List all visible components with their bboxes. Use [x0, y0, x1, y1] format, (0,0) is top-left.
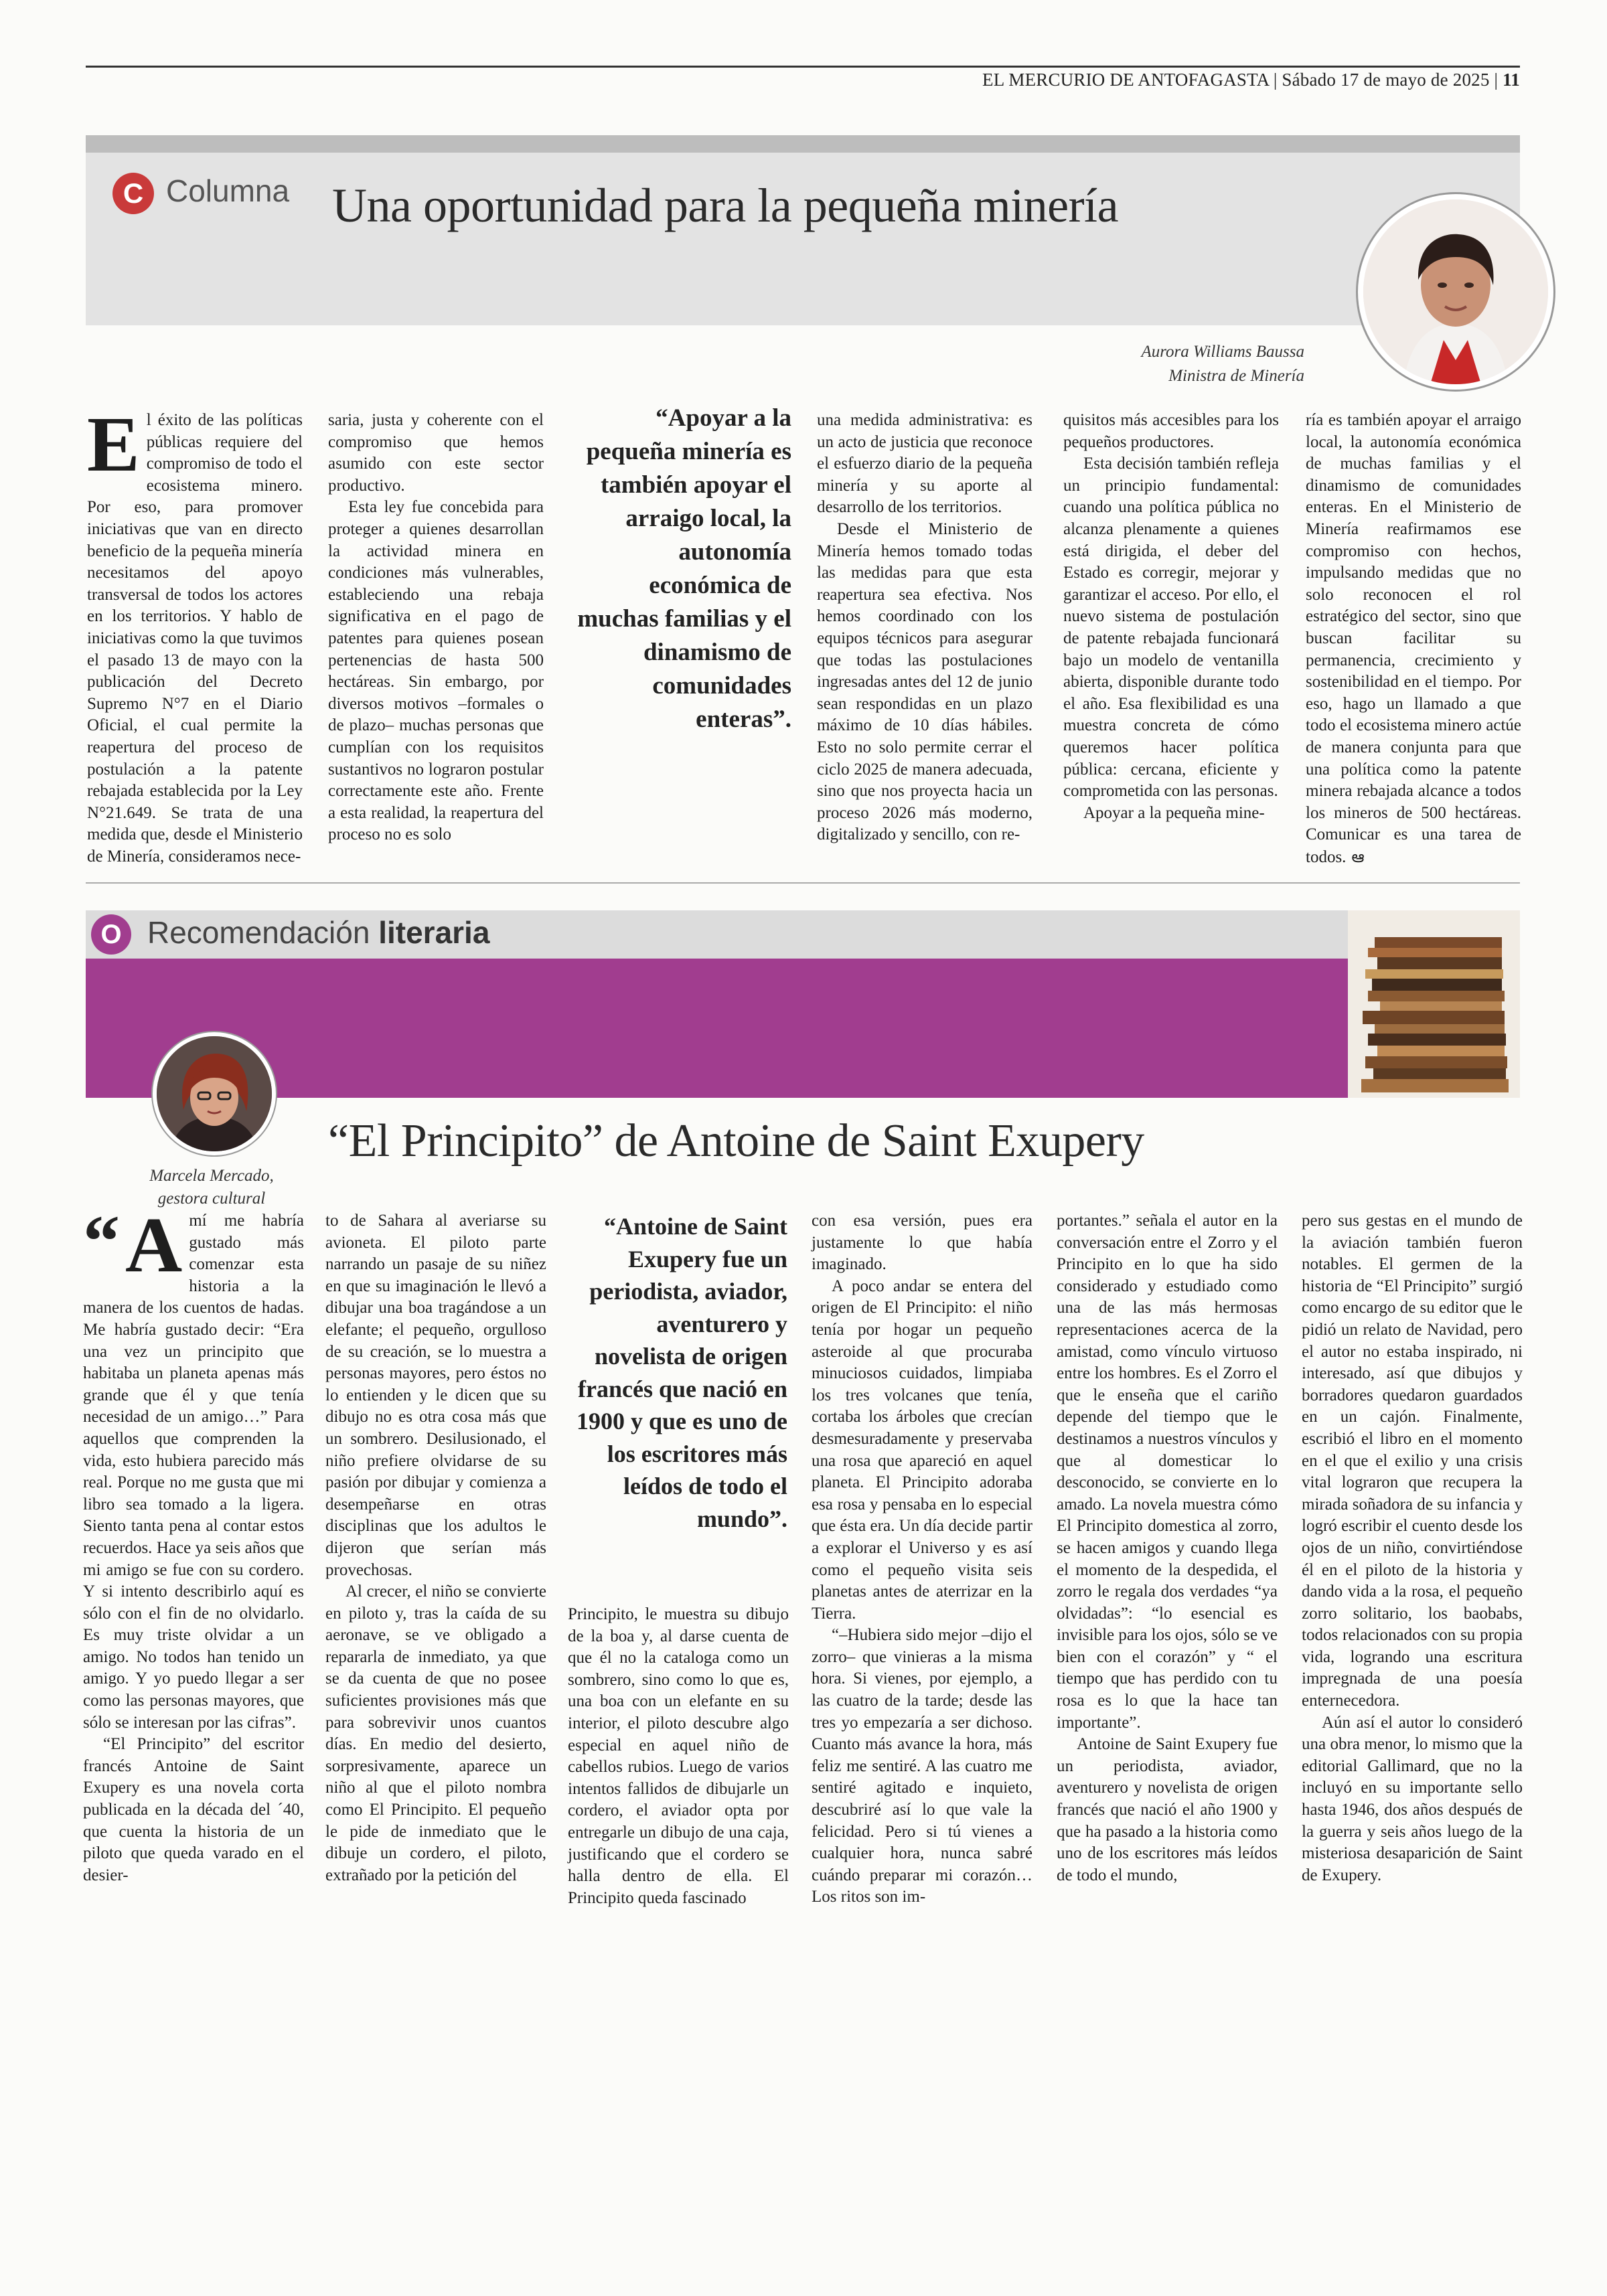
column-badge-icon: C: [112, 173, 154, 214]
author-portrait: [153, 1032, 276, 1155]
section-label-regular: Recomendación: [147, 915, 370, 950]
paragraph: “El Principito” del escritor francés Antoine de Saint Exupery es una novela corta publicada en la década del ´40, que cuenta la historia de un piloto que queda varado en el desier-: [83, 1735, 304, 1884]
paragraph: con esa versión, pues era justamente lo que había imaginado.: [812, 1212, 1032, 1274]
paragraph: saria, justa y coherente con el compromiso que hemos asumido con este sector productivo.: [328, 411, 544, 495]
pull-quote: “Antoine de Saint Exupery fue un periodista, aviador, aventurero y novelista de origen francés que nació en 1900 y que es uno de los escritores más leídos de todo el mundo”.: [576, 1213, 787, 1532]
article-column-2: [328, 410, 544, 846]
paragraph: Principito, le muestra su dibujo de la boa y, al darse cuenta de que él no la cataloga como un sombrero, sino como lo que es, una boa con un elefante en su interior, el piloto descubre algo especial en aquel niño de cabellos rubios. Luego de varios intentos fallidos de dibujarle un cordero, el aviador opta por entregarle un dibujo de una caja, justificando que el cordero se halla dentro de ella. El Principito queda fascinado: [568, 1605, 789, 1907]
article-column-6: [1306, 410, 1521, 868]
paragraph: mí me habría gustado más comenzar esta historia a la manera de los cuentos de hadas. Me habría gustado decir: “Era una vez un principito que habitaba un planeta apenas más grande que él y que tenía necesidad de un amigo…” Para aquellos que comprenden la vida, esto hubiera parecido más real. Porque no me gusta que mi libro sea tomado a la ligera. Siento tanta pena al contar estos recuerdos. Hace ya seis años que mi amigo se fue con su cordero. Y si intento describirlo aquí es sólo con el fin de no olvidarlo. Es muy triste olvidar a un amigo. No todos han tenido un amigo. Y yo puedo llegar a ser como las personas mayores, que sólo se interesan por las cifras”.: [83, 1212, 304, 1732]
article-column-4: [812, 1210, 1032, 1908]
column-header-topbar: [86, 135, 1520, 153]
section-label: [147, 914, 489, 951]
paragraph: Desde el Ministerio de Minería hemos tomado todas las medidas para que esta reapertura sea efectiva. Nos hemos coordinado con los equipos técnicos para asegurar que todas las postulaciones ingresadas antes del 12 de junio sean respondidas en un plazo máximo de 10 días hábiles. Esto no solo permite cerrar el ciclo 2025 de manera adecuada, sino que nos proyecta hacia un proceso 2026 más moderno, digitalizado y sencillo, con re-: [817, 519, 1032, 844]
paragraph: l éxito de las políticas públicas requiere del compromiso de todo el ecosistema minero. Por eso, para promover iniciativas que van en directo beneficio de la pequeña minería necesitamos del apoyo transversal de todos los actores en los territorios. Y hablo de iniciativas como la que tuvimos el pasado 13 de mayo con la publicación del Decreto Supremo N°7 en el Diario Oficial, el cual permite la reapertura del proceso de postulación a la patente rebajada establecida por la Ley N°21.649. Se trata de una medida que, desde el Ministerio de Minería, consideramos nece-: [87, 411, 303, 866]
author-role: Ministra de Minería: [1168, 367, 1304, 385]
article-title: “El Principito” de Antoine de Saint Exupery: [328, 1115, 1144, 1167]
article-column-1: [87, 400, 303, 868]
paragraph: Aún así el autor lo consideró una obra menor, lo mismo que la editorial Gallimard, que no la incluyó en su importante sello hasta 1946, dos años después de la guerra y seis años luego de la misteriosa desaparición de Saint de Exupery.: [1302, 1713, 1523, 1884]
article-title: Una oportunidad para la pequeña minería: [332, 179, 1119, 232]
header-rule: [86, 66, 1520, 68]
paragraph: Esta ley fue concebida para proteger a quienes desarrollan la actividad minera en condiciones más vulnerables, estableciendo una rebaja significativa en el pago de patentes para quienes posean pertenencias de hasta 500 hectáreas. Sin embargo, por diversos motivos –formales o de plazo– muchas personas que cumplían con los requisitos sustantivos no lograron postular correctamente este año. Frente a esta realidad, la reapertura del proceso no es solo: [328, 498, 544, 844]
paragraph: A poco andar se entera del origen de El Principito: el niño tenía por hogar un pequeño asteroide al que procuraba minuciosos cuidados, limpiaba los tres volcanes que tenía, cortaba los árboles que crecían desmesuradamente y preservaba una rosa que apareció en aquel planeta. El Principito adoraba esa rosa y pensaba en lo especial que ésta era. Un día decide partir a explorar el Universo y es así como el pequeño visita seis planetas antes de aterrizar en la Tierra.: [812, 1277, 1032, 1623]
author-portrait-icon: [1363, 199, 1548, 384]
paragraph: Esta decisión también refleja un principio fundamental: cuando una política pública no alcanza plenamente a quienes está dirigida, el deber del Estado es corregir, mejorar y garantizar el acceso. Por ello, el nuevo sistema de postulación de patente rebajada funcionará bajo un modelo de ventanilla abierta, disponible durante todo el año. Esa flexibilidad es una muestra concreta de cómo queremos hacer política pública: cercana, eficiente y comprometida con las personas.: [1063, 455, 1279, 801]
article-column-3: [568, 1604, 789, 1909]
paragraph: Apoyar a la pequeña mine-: [1083, 803, 1265, 822]
article-column-2: [325, 1210, 546, 1886]
paragraph: una medida administrativa: es un acto de justicia que reconoce el esfuerzo diario de la pequeña minería y su aporte al desarrollo de los territorios.: [817, 411, 1032, 517]
section-label-bold: literaria: [378, 915, 490, 950]
author-byline: [1141, 340, 1304, 388]
pull-quote: “Apoyar a la pequeña minería es también apoyar el arraigo local, la autonomía económica de muchas familias y el dinamismo de comunidades enteras”.: [577, 404, 791, 733]
section-divider: [86, 882, 1520, 884]
drop-cap: E: [87, 400, 140, 488]
article-column-1: [83, 1200, 304, 1886]
article-column-5: [1063, 410, 1279, 824]
article-column-6: [1302, 1210, 1523, 1886]
publication-name: EL MERCURIO DE ANTOFAGASTA: [982, 70, 1269, 90]
paragraph: quisitos más accesibles para los pequeños productores.: [1063, 411, 1279, 451]
paragraph: portantes.” señala el autor en la conversación entre el Zorro y el Principito en lo que ha sido considerado y estudiado como una de las más hermosas representaciones acerca de la amistad, como vínculo virtuoso entre los hombres. Es el Zorro el que le enseña que el cariño depende del tiempo que le destinamos a nuestros vínculos y que al domesticar lo desconocido, se convierte en lo amado. La novela muestra cómo El Principito domestica al zorro, se hacen amigos y cuando llega el momento de la despedida, el zorro le regala dos verdades “ya olvidadas”: “lo esencial es invisible para los ojos, sólo se ve bien con el corazón” y “ el tiempo que has perdido con tu rosa es lo que la hace tan importante”.: [1057, 1212, 1278, 1732]
opinion-badge-icon: O: [91, 914, 131, 955]
books-stack-icon: [1348, 910, 1520, 1098]
paragraph: pero sus gestas en el mundo de la aviación también fueron notables. El germen de la historia de “El Principito” surgió como encargo de su editor que le pidió un relato de Navidad, pero el autor no estaba inspirado, ni interesado, así que dibujos y borradores quedaron guardados en un cajón. Finalmente, escribió el libro en el momento en el que el exilio y una crisis vital lograron que recupera la mirada soñadora de su infancia y logró escribir el cuento desde los ojos de un niño, convirtiéndose él en el piloto de la historia y dando vida a la rosa, el pequeño zorro solitario, los baobabs, todos relacionados con su propia vida, logrando una escritura impregnada de una poesía enternecedora.: [1302, 1212, 1523, 1710]
end-mark-icon: ఆ: [1351, 847, 1365, 866]
author-name: Aurora Williams Baussa: [1141, 343, 1304, 361]
article-column-4: [817, 410, 1032, 846]
paragraph: ría es también apoyar el arraigo local, la autonomía económica de muchas familias y el dinamismo de comunidades enteras. En el Ministerio de Minería reafirmamos ese compromiso con hechos, impulsando medidas que no solo reconocen el rol estratégico del sector, sino que buscan facilitar su permanencia, crecimiento y sostenibilidad en el tiempo. Por eso, hago un llamado a que todo el ecosistema minero actúe de manera conjunta para que una política como la patente minera rebajada alcance a todos los mineros de 500 hectáreas. Comunicar es una tarea de todos.: [1306, 411, 1521, 866]
paragraph: to de Sahara al averiarse su avioneta. El piloto parte narrando un pasaje de su niñez en que su imaginación le llevó a dibujar una boa tragándose a un elefante; el pequeño, orgulloso de su creación, se lo muestra a personas mayores, pero éstos no lo entienden y le dicen que su dibujo no es otra cosa más que un sombrero. Desilusionado, el niño prefiere olvidarse de su pasión por dibujar y comienza a desempeñarse en otras disciplinas que los adultos le dijeron que serían más provechosas.: [325, 1212, 546, 1579]
author-role: gestora cultural: [157, 1190, 266, 1208]
page-header: [982, 70, 1520, 90]
publication-date: Sábado 17 de mayo de 2025: [1282, 70, 1490, 90]
paragraph: Antoine de Saint Exupery fue un periodista, aviador, aventurero y novelista de origen francés que nació el año 1900 y que ha pasado a la historia como uno de los escritores más leídos de todo el mundo,: [1057, 1735, 1278, 1884]
header-divider: |: [1494, 70, 1503, 90]
header-divider: |: [1273, 70, 1282, 90]
author-portrait: [1358, 194, 1553, 390]
open-quote-mark: “: [83, 1200, 120, 1282]
drop-cap: A: [125, 1201, 183, 1289]
section-label: Columna: [166, 173, 290, 208]
paragraph: “–Hubiera sido mejor –dijo el zorro– que vinieras a la misma hora. Si vienes, por ejemplo, a las cuatro de la tarde; desde las tres yo empezaría a ser dichoso. Cuanto más avance la hora, más feliz me sentiré. A las cuatro me sentiré agitado e inquieto, descubriré así lo que vale la felicidad. Pero si tú vienes a cualquier hora, nunca sabré cuándo preparar mi corazón… Los ritos son im-: [812, 1626, 1032, 1906]
paragraph: Al crecer, el niño se convierte en piloto y, tras la caída de su aeronave, se ve obligado a repararla de inmediato, ya que se da cuenta de que no posee suficientes provisiones más que para sobrevivir unos cuantos días. En medio del desierto, sorpresivamente, aparece un niño al que el piloto nombra como El Principito. El pequeño le pide de inmediato que le dibuje un cordero, el piloto, extrañado por la petición del: [325, 1582, 546, 1884]
author-name: Marcela Mercado,: [149, 1167, 274, 1185]
author-portrait-icon: [157, 1036, 272, 1151]
page-number: 11: [1503, 70, 1520, 90]
article-column-5: [1057, 1210, 1278, 1886]
books-stack-image: [1348, 910, 1520, 1098]
